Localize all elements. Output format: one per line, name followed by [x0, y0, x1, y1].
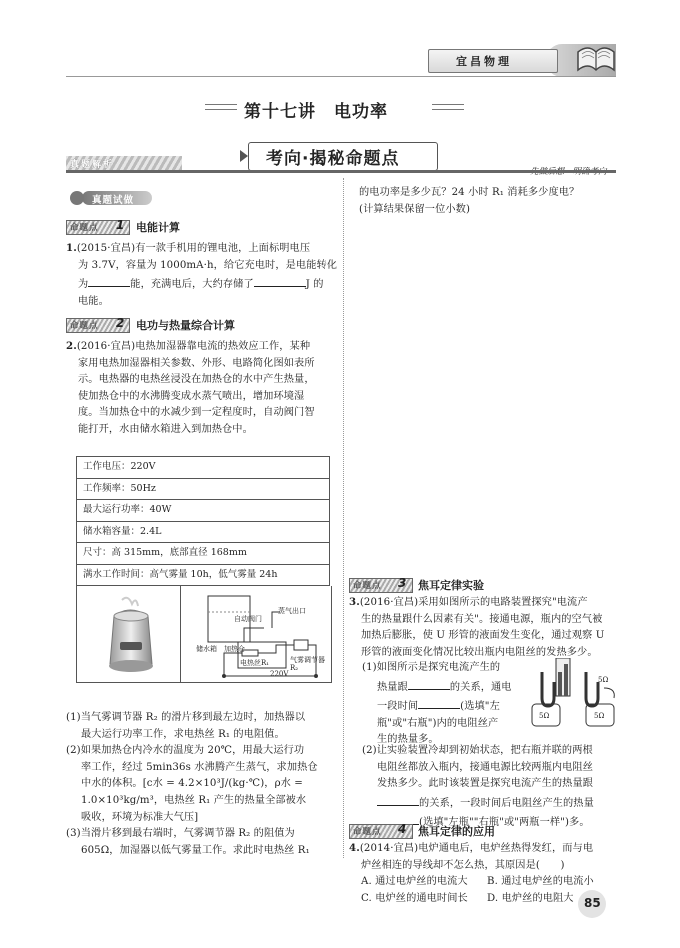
table-row	[77, 457, 330, 479]
q1-line: 能，充满电后，大约存储了	[130, 279, 254, 291]
q3-line: 加热后膨胀，使 U 形管的液面发生变化，通过观察 U	[361, 630, 605, 642]
q3-sub-line: (选填"左瓶""右瓶"或"两瓶一样")多。	[419, 817, 590, 829]
diagram-label-voltage: 220V	[270, 670, 289, 678]
q3-number: 3.	[349, 596, 360, 608]
book-title: 宜昌物理	[456, 55, 512, 68]
q3-sub-line: (选填"左	[460, 701, 500, 713]
column-divider	[343, 178, 344, 858]
banner-title: 考向·揭秘命题点	[266, 149, 400, 169]
table-cell: 工作电压：220V	[77, 457, 330, 479]
table-row	[77, 543, 330, 565]
q3-intro	[349, 594, 619, 661]
q2-number: 2.	[66, 340, 77, 352]
q2-intro	[66, 338, 341, 439]
diagram-label-chamber: 加热仓	[224, 645, 245, 653]
q3-sub2	[362, 743, 624, 832]
q2-subquestions	[66, 710, 341, 859]
diagram-label-wire: 电热丝R₁	[240, 659, 270, 667]
diagram-label-valve: 自动阀门	[234, 615, 262, 623]
lesson-title: 第十七讲 电功率	[244, 102, 388, 122]
table-row	[77, 521, 330, 543]
answer-blank[interactable]	[88, 274, 130, 287]
option-d[interactable]: D. 电炉丝的电阻大	[487, 892, 574, 904]
q4-line: (2014·宜昌)电炉通电后，电炉丝热得发红，而与电	[359, 843, 594, 854]
q3-sub-line: 生的热量多。	[377, 734, 439, 746]
q1-line: J 的	[305, 279, 324, 291]
book-icon	[574, 40, 618, 76]
q2-sub-line: 吸收，环境为标准大气压]	[81, 811, 199, 823]
resistor-label-right: 5Ω	[594, 712, 605, 720]
q2-line: 度。当加热仓中的水减少到一定程度时，自动阀门智	[78, 407, 315, 419]
q3-line: (2016·宜昌)采用如图所示的电路装置探究"电流产	[359, 597, 588, 608]
q1-number: 1.	[66, 242, 77, 254]
point-number: 1	[116, 218, 125, 232]
q2-line: 使加热仓中的水沸腾变成水蒸气喷出，增加环境湿	[78, 390, 305, 402]
humidifier-photo	[92, 594, 170, 678]
q2-sub-line: (3)当滑片移到最右端时，气雾调节器 R₂ 的阻值为	[66, 828, 295, 840]
point-label: 命题点	[70, 321, 99, 331]
q1-line: (2015·宜昌)有一款手机用的锂电池，上面标明电压	[76, 243, 311, 254]
page-number: 85	[584, 896, 601, 910]
title-deco-left	[205, 104, 237, 105]
q1-line: 为	[78, 279, 89, 291]
q2-line: 示。电热器的电热丝浸没在加热仓的水中产生热量，	[78, 374, 315, 386]
header-rule	[66, 76, 616, 77]
figure-divider	[180, 586, 181, 683]
title-deco-right	[432, 104, 464, 105]
table-cell: 尺寸：高 315mm，底部直径 168mm	[77, 543, 330, 565]
table-cell: 工作频率：50Hz	[77, 478, 330, 500]
spec-table	[76, 456, 330, 586]
q2-sub-line: 率工作，经过 5min36s 水沸腾产生蒸气，求加热仓	[81, 761, 318, 773]
option-c[interactable]: C. 电炉丝的通电时间长	[361, 892, 468, 904]
table-cell: 储水箱容量：2.4L	[77, 521, 330, 543]
q3-sub-line: (1)如图所示是探究电流产生的	[362, 662, 501, 673]
point-label: 命题点	[353, 827, 382, 837]
q3-sub-line: 瓶"或"右瓶")内的电阻丝产	[377, 717, 499, 729]
answer-blank[interactable]	[408, 677, 450, 690]
q1-line: 为 3.7V，容量为 1000mA·h，给它充电时，是电能转化	[78, 259, 338, 271]
section-label: 真题试做	[92, 195, 135, 206]
table-row	[77, 564, 330, 586]
q2-sub-line: 605Ω，加湿器以低气雾量工作。求此时电热丝 R₁	[81, 844, 310, 856]
q2-line: (2016·宜昌)电热加湿器靠电流的热效应工作，某种	[76, 341, 311, 352]
point-title: 焦耳定律实验	[418, 579, 484, 592]
q1-line: 电能。	[78, 295, 109, 307]
diagram-label-tank: 储水箱	[196, 645, 217, 653]
table-cell: 最大运行功率：40W	[77, 500, 330, 522]
point-number: 3	[398, 576, 407, 590]
point-title: 电功与热量综合计算	[136, 319, 235, 332]
answer-blank[interactable]	[377, 793, 419, 806]
q2-sub-line: (2)如果加热仓内冷水的温度为 20℃，用最大运行功	[66, 745, 305, 757]
point-label: 命题点	[70, 223, 99, 233]
q2-cont-line: (计算结果保留一位小数)	[359, 203, 471, 215]
resistor-label-top: 5Ω	[598, 676, 609, 684]
point-title: 焦耳定律的应用	[418, 825, 495, 838]
point-label: 命题点	[353, 581, 382, 591]
banner-left-tag-text: 真题解析	[70, 160, 115, 170]
answer-blank[interactable]	[418, 696, 460, 709]
option-a[interactable]: A. 通过电炉丝的电流大	[361, 876, 468, 888]
q2-sub-line: 最大运行功率工作，求电热丝 R₁ 的电阻值。	[81, 728, 285, 740]
title-deco-left-2	[205, 109, 237, 110]
q3-sub-line: 的关系，一段时间后电阻丝产生的热量	[419, 797, 594, 809]
diagram-label-steam: 蒸气出口	[278, 607, 306, 615]
title-deco-right-2	[432, 109, 464, 110]
table-row	[77, 500, 330, 522]
point-number: 4	[398, 822, 407, 836]
pencil-icon	[70, 191, 84, 205]
point-number: 2	[116, 316, 125, 330]
q2-sub-line: 1.0×10³kg/m³，电热丝 R₁ 产生的热量全部被水	[81, 794, 307, 806]
table-cell: 满水工作时间：高气雾量 10h，低气雾量 24h	[77, 564, 330, 586]
q2-line: 家用电热加湿器相关参数、外形、电路简化图如表所	[78, 357, 315, 369]
q2-line: 能打开，水由储水箱进入到加热仓中。	[78, 423, 253, 435]
answer-blank[interactable]	[254, 274, 306, 287]
q4-line: 炉丝相连的导线却不怎么热，其原因是( )	[361, 859, 565, 871]
q2-cont-line: 的电功率是多少瓦？24 小时 R₁ 消耗多少度电？	[359, 187, 580, 198]
q1-text	[66, 240, 341, 310]
banner-band	[66, 170, 616, 173]
q3-sub-line: 热量跟	[377, 681, 408, 693]
q2-continued	[359, 185, 621, 218]
resistor-label-left: 5Ω	[539, 712, 550, 720]
option-b[interactable]: B. 通过电炉丝的电流小	[487, 876, 594, 888]
q3-line: 生的热量跟什么因素有关"。接通电源，瓶内的空气被	[361, 613, 603, 625]
q3-sub-line: 电阻丝都放入瓶内，接通电源比较两瓶内电阻丝	[377, 761, 594, 773]
q3-sub1	[362, 660, 532, 749]
q3-sub-line: 发热多少。此时该装置是探究电流产生的热量跟	[377, 778, 594, 790]
q3-sub-line: 一段时间	[377, 701, 419, 713]
banner-arrow-icon	[240, 150, 248, 162]
point-title: 电能计算	[136, 221, 180, 234]
table-row	[77, 478, 330, 500]
q2-sub-line: (1)当气雾调节器 R₂ 的滑片移到最左边时，加热器以	[66, 712, 306, 723]
q3-sub-line: 的关系，通电	[449, 681, 512, 693]
diagram-label-regulator: 气雾调节器R₂	[290, 656, 325, 672]
q2-sub-line: 中水的体积。[c水 = 4.2×10³J/(kg·℃)，ρ水 =	[81, 778, 303, 790]
q3-sub-line: (2)让实验装置冷却到初始状态，把右瓶并联的两根	[362, 745, 593, 756]
q3-line: 形管的液面变化情况比较出瓶内电阻丝的发热多少。	[361, 646, 598, 658]
q4-number: 4.	[349, 842, 360, 854]
